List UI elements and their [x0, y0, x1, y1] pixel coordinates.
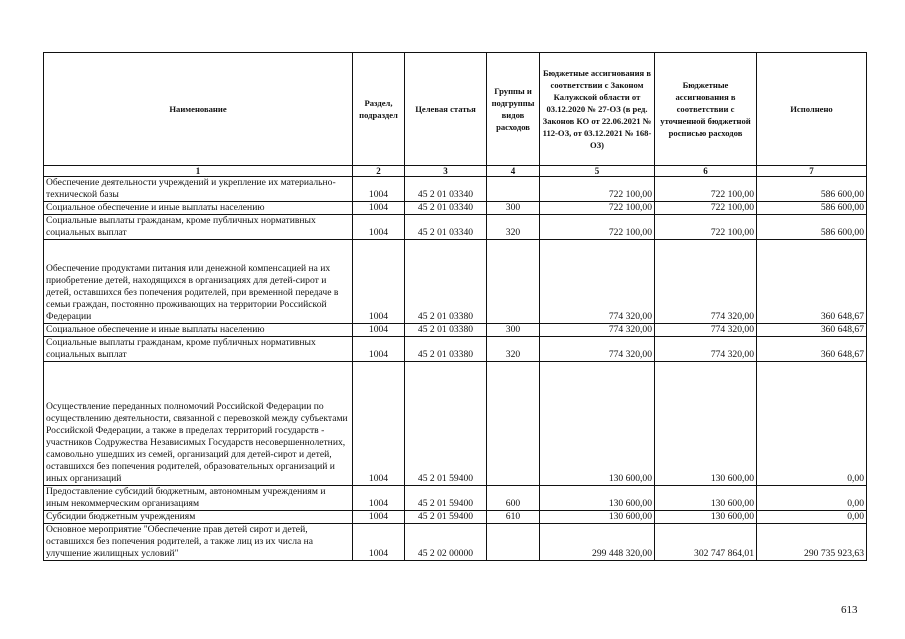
header-refined-allocations: Бюджетные ассигнования в соответствии с уточненной бюджетной росписью расходов — [655, 53, 757, 166]
row-refined-amount: 774 320,00 — [655, 324, 757, 337]
row-name: Субсидии бюджетным учреждениям — [44, 511, 353, 524]
table-row — [44, 177, 867, 202]
row-refined-amount: 130 600,00 — [655, 511, 757, 524]
row-section: 1004 — [353, 215, 405, 240]
table-header-row — [44, 53, 867, 166]
row-article: 45 2 02 00000 — [405, 524, 487, 561]
table-row — [44, 524, 867, 561]
row-law-amount: 722 100,00 — [540, 215, 655, 240]
row-group: 300 — [487, 324, 540, 337]
table-row — [44, 240, 867, 324]
row-section: 1004 — [353, 486, 405, 511]
header-section: Раздел, подраздел — [353, 53, 405, 166]
table-row — [44, 486, 867, 511]
row-name: Основное мероприятие "Обеспечение прав детей сирот и детей, оставшихся без попечения родителей, а также лиц из их числа на улучшение жилищных условий" — [44, 524, 353, 561]
row-law-amount: 130 600,00 — [540, 511, 655, 524]
row-section: 1004 — [353, 524, 405, 561]
row-refined-amount: 722 100,00 — [655, 202, 757, 215]
row-group — [487, 177, 540, 202]
column-number: 7 — [757, 166, 867, 177]
row-refined-amount: 774 320,00 — [655, 240, 757, 324]
row-refined-amount: 722 100,00 — [655, 177, 757, 202]
row-group — [487, 362, 540, 486]
table-row — [44, 324, 867, 337]
row-name: Социальные выплаты гражданам, кроме публичных нормативных социальных выплат — [44, 215, 353, 240]
table-row — [44, 362, 867, 486]
row-law-amount: 722 100,00 — [540, 202, 655, 215]
row-article: 45 2 01 59400 — [405, 511, 487, 524]
row-refined-amount: 722 100,00 — [655, 215, 757, 240]
row-group: 600 — [487, 486, 540, 511]
column-number: 6 — [655, 166, 757, 177]
row-executed-amount: 360 648,67 — [757, 240, 867, 324]
header-name: Наименование — [44, 53, 353, 166]
column-number: 3 — [405, 166, 487, 177]
row-law-amount: 774 320,00 — [540, 337, 655, 362]
row-name: Обеспечение деятельности учреждений и укрепление их материально-технической базы — [44, 177, 353, 202]
table-row — [44, 337, 867, 362]
row-executed-amount: 0,00 — [757, 511, 867, 524]
row-article: 45 2 01 59400 — [405, 486, 487, 511]
row-name: Предоставление субсидий бюджетным, автономным учреждениям и иным некоммерческим организациям — [44, 486, 353, 511]
row-executed-amount: 290 735 923,63 — [757, 524, 867, 561]
row-law-amount: 722 100,00 — [540, 177, 655, 202]
row-law-amount: 130 600,00 — [540, 486, 655, 511]
table-row — [44, 511, 867, 524]
row-group: 300 — [487, 202, 540, 215]
row-law-amount: 130 600,00 — [540, 362, 655, 486]
row-group: 320 — [487, 215, 540, 240]
column-number: 5 — [540, 166, 655, 177]
row-name: Социальное обеспечение и иные выплаты населению — [44, 202, 353, 215]
table-row — [44, 215, 867, 240]
row-article: 45 2 01 03340 — [405, 202, 487, 215]
table-row — [44, 202, 867, 215]
row-executed-amount: 586 600,00 — [757, 202, 867, 215]
header-article: Целевая статья — [405, 53, 487, 166]
row-law-amount: 774 320,00 — [540, 240, 655, 324]
header-group: Группы и подгруппы видов расходов — [487, 53, 540, 166]
row-name: Социальное обеспечение и иные выплаты населению — [44, 324, 353, 337]
header-law-allocations: Бюджетные ассигнования в соответствии с Законом Калужской области от 03.12.2020 № 27-ОЗ (в ред. Законов КО от 22.06.2021 № 112-ОЗ, от 03.12.2021 № 168-ОЗ) — [540, 53, 655, 166]
column-number-row — [44, 166, 867, 177]
row-name: Обеспечение продуктами питания или денежной компенсацией на их приобретение детей, находящихся в организациях для детей-сирот и детей, оставшихся без попечения родителей, при временной передаче в семьи граждан, постоянно проживающих на территории Российской Федерации — [44, 240, 353, 324]
row-refined-amount: 774 320,00 — [655, 337, 757, 362]
row-law-amount: 774 320,00 — [540, 324, 655, 337]
column-number: 1 — [44, 166, 353, 177]
row-article: 45 2 01 03340 — [405, 215, 487, 240]
row-executed-amount: 586 600,00 — [757, 215, 867, 240]
row-executed-amount: 0,00 — [757, 486, 867, 511]
row-name: Осуществление переданных полномочий Российской Федерации по осуществлению деятельности, связанной с перевозкой между субъектами Российской Федерации, а также в пределах территорий государств - участников Содружества Независимых Государств несовершеннолетних, самовольно ушедших из семей, организаций для детей-сирот и детей, оставшихся без попечения родителей, образовательных организаций и иных организаций — [44, 362, 353, 486]
row-refined-amount: 130 600,00 — [655, 362, 757, 486]
row-group — [487, 524, 540, 561]
row-name: Социальные выплаты гражданам, кроме публичных нормативных социальных выплат — [44, 337, 353, 362]
row-group: 320 — [487, 337, 540, 362]
row-refined-amount: 130 600,00 — [655, 486, 757, 511]
row-article: 45 2 01 59400 — [405, 362, 487, 486]
budget-table — [43, 52, 867, 561]
row-executed-amount: 360 648,67 — [757, 324, 867, 337]
column-number: 2 — [353, 166, 405, 177]
row-law-amount: 299 448 320,00 — [540, 524, 655, 561]
row-executed-amount: 360 648,67 — [757, 337, 867, 362]
row-article: 45 2 01 03380 — [405, 324, 487, 337]
row-section: 1004 — [353, 324, 405, 337]
row-section: 1004 — [353, 511, 405, 524]
row-group: 610 — [487, 511, 540, 524]
row-section: 1004 — [353, 202, 405, 215]
row-refined-amount: 302 747 864,01 — [655, 524, 757, 561]
row-group — [487, 240, 540, 324]
row-executed-amount: 586 600,00 — [757, 177, 867, 202]
row-section: 1004 — [353, 362, 405, 486]
row-section: 1004 — [353, 337, 405, 362]
row-section: 1004 — [353, 177, 405, 202]
row-executed-amount: 0,00 — [757, 362, 867, 486]
column-number: 4 — [487, 166, 540, 177]
page-number: 613 — [841, 604, 858, 616]
header-executed: Исполнено — [757, 53, 867, 166]
row-article: 45 2 01 03380 — [405, 240, 487, 324]
row-article: 45 2 01 03380 — [405, 337, 487, 362]
row-article: 45 2 01 03340 — [405, 177, 487, 202]
row-section: 1004 — [353, 240, 405, 324]
